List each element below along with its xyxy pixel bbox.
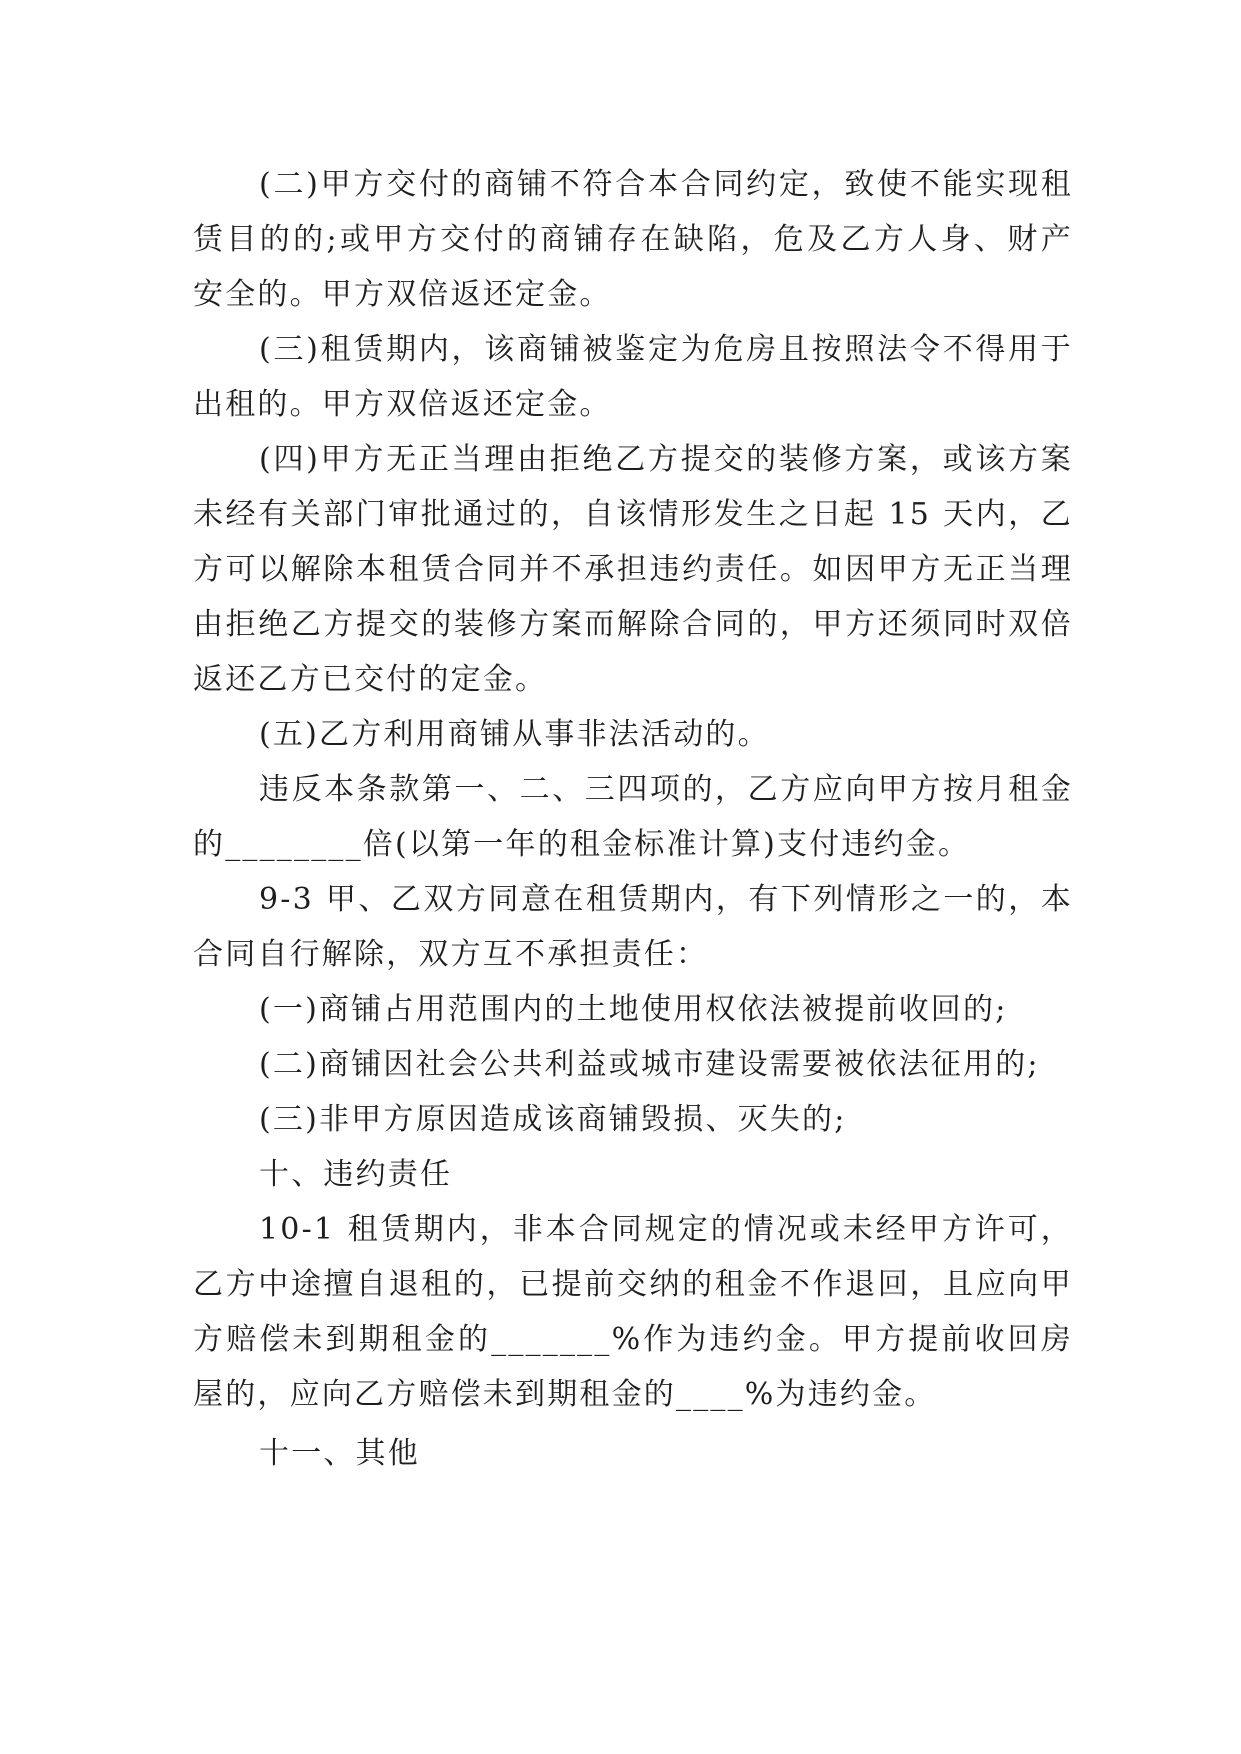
document-body xyxy=(193,157,1073,1481)
paragraph-9-3-item-2: (二)商铺因社会公共利益或城市建设需要被依法征用的; xyxy=(259,1047,1040,1082)
section-heading-breach: 十、违约责任 xyxy=(259,1157,453,1192)
paragraph-clause-2: (二)甲方交付的商铺不符合本合同约定，致使不能实现租赁目的的;或甲方交付的商铺存在缺陷，危及乙方人身、财产安全的。甲方双倍返还定金。 xyxy=(193,167,1073,312)
paragraph-9-3-item-3: (三)非甲方原因造成该商铺毁损、灭失的; xyxy=(259,1102,847,1137)
paragraph-9-3: 9-3 甲、乙双方同意在租赁期内，有下列情形之一的，本合同自行解除，双方互不承担责任： xyxy=(193,882,1073,972)
paragraph-9-3-item-1: (一)商铺占用范围内的土地使用权依法被提前收回的; xyxy=(259,992,1008,1027)
paragraph-clause-4: (四)甲方无正当理由拒绝乙方提交的装修方案，或该方案未经有关部门审批通过的，自该情形发生之日起 15 天内，乙方可以解除本租赁合同并不承担违约责任。如因甲方无正当理由拒绝乙方提交的装修方案而解除合同的，甲方还须同时双倍返还乙方已交付的定金。 xyxy=(193,442,1073,697)
paragraph-penalty: 违反本条款第一、二、三四项的，乙方应向甲方按月租金的________倍(以第一年的租金标准计算)支付违约金。 xyxy=(193,772,1073,862)
paragraph-10-1: 10-1 租赁期内，非本合同规定的情况或未经甲方许可，乙方中途擅自退租的，已提前交纳的租金不作退回，且应向甲方赔偿未到期租金的_______%作为违约金。甲方提前收回房屋的，应向乙方赔偿未到期租金的____%为违约金。 xyxy=(193,1212,1073,1412)
paragraph-clause-3: (三)租赁期内，该商铺被鉴定为危房且按照法令不得用于出租的。甲方双倍返还定金。 xyxy=(193,332,1073,422)
paragraph-clause-5: (五)乙方利用商铺从事非法活动的。 xyxy=(259,717,770,752)
section-heading-other: 十一、其他 xyxy=(259,1436,420,1471)
